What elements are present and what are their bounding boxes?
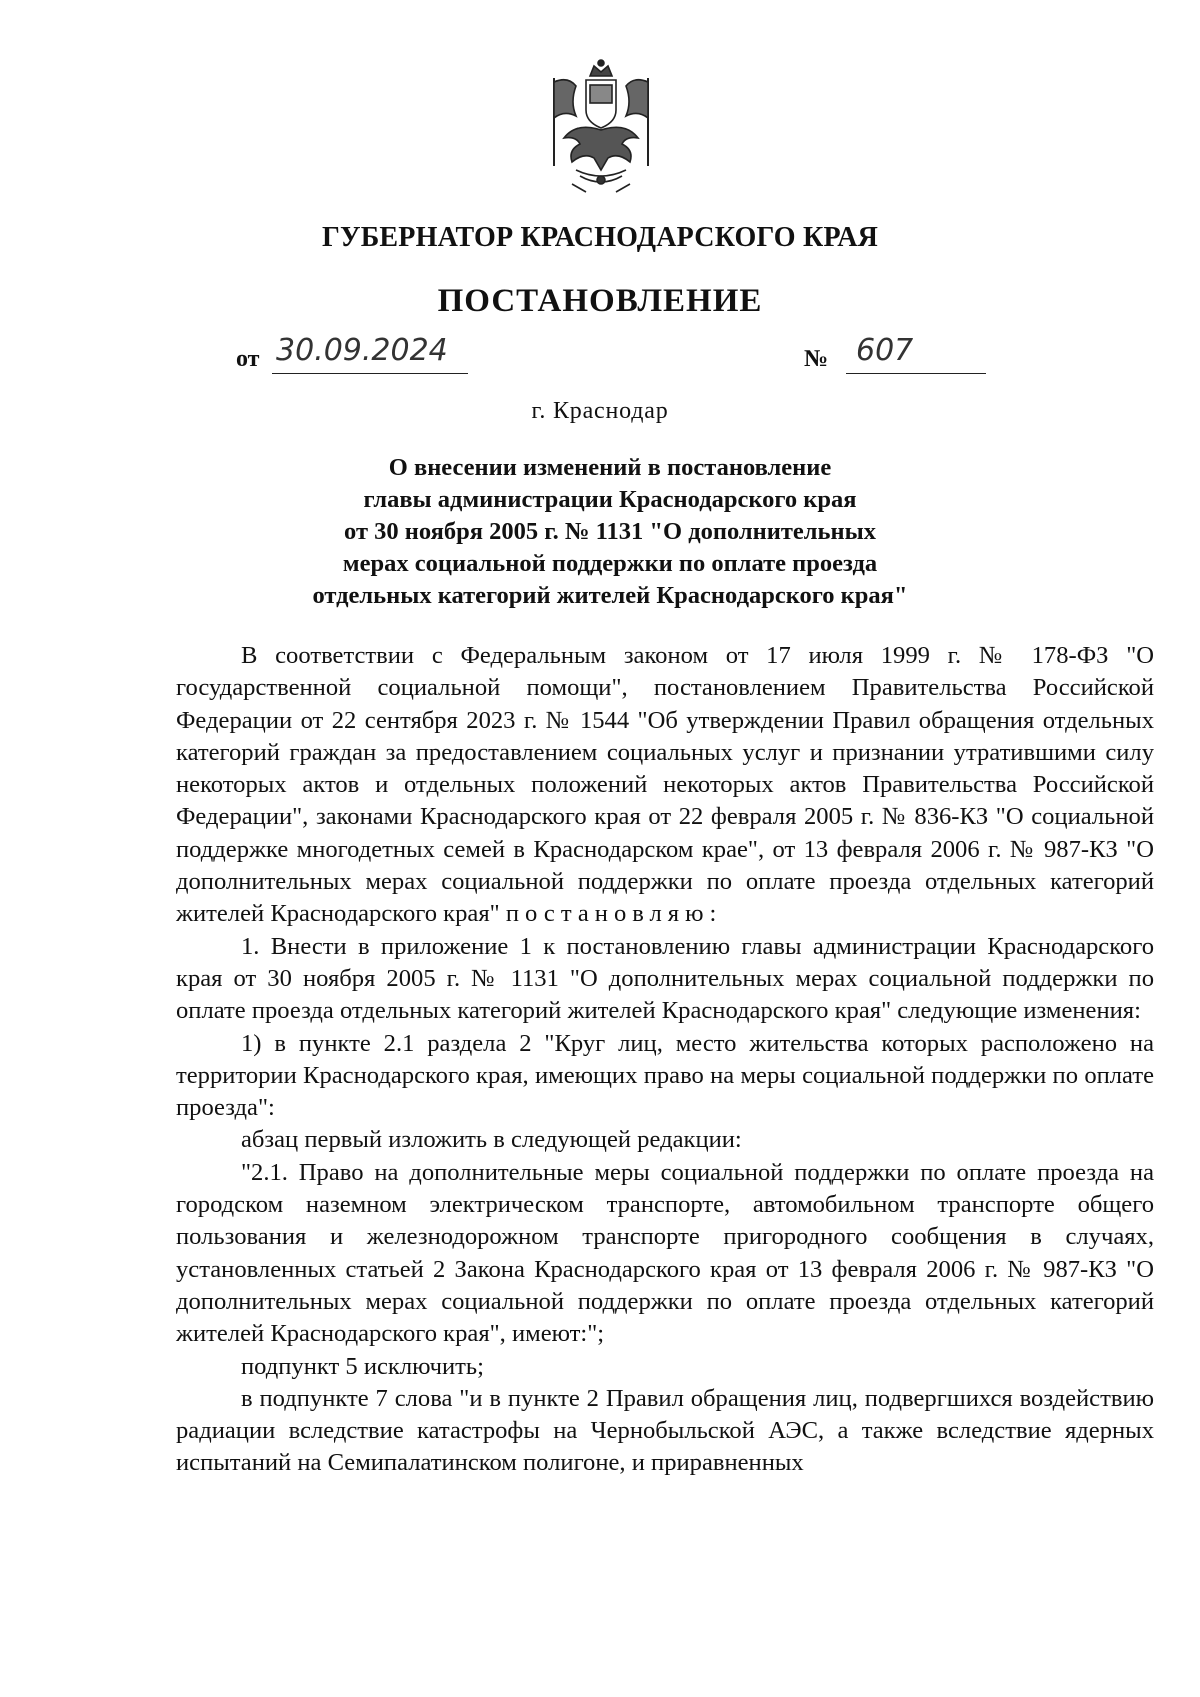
resolve-word: постановляю: (505, 900, 723, 928)
coat-of-arms-icon (546, 58, 656, 198)
document-date: 30.09.2024 (272, 333, 468, 374)
paragraph: 1) в пункте 2.1 раздела 2 "Круг лиц, место жительства которых расположено на территории Краснодарского края, имеющих право на меры социальной поддержки по оплате проезда": (176, 1029, 1154, 1122)
title-line: отдельных категорий жителей Краснодарского края" (312, 582, 908, 609)
issuing-authority: ГУБЕРНАТОР КРАСНОДАРСКОГО КРАЯ (321, 222, 879, 253)
title-line: главы администрации Краснодарского края (363, 486, 857, 513)
paragraph: в подпункте 7 слова "и в пункте 2 Правил обращения лиц, подвергшихся воздействию радиации вследствие катастрофы на Чернобыльской АЭС, а также вследствие ядерных испытаний на Семипалатинском полигоне, и приравненных (176, 1384, 1154, 1477)
title-line: О внесении изменений в постановление (388, 454, 832, 481)
preamble-text: В соответствии с Федеральным законом от 17 июля 1999 г. № 178-ФЗ "О государственной социальной помощи", постановлением Правительства Российской Федерации от 22 сентября 2023 г. № 1544 "Об утверждении Правил обращения отдельных категорий граждан за предоставлением социальных услуг и признании утратившими силу некоторых актов и отдельных положений некоторых актов Правительства Российской Федерации", законами Краснодарского края от 22 февраля 2005 г. № 836-КЗ "О социальной поддержке многодетных семей в Краснодарском крае", от 13 февраля 2006 г. № 987-КЗ "О дополнительных мерах социальной поддержки по оплате проезда отдельных категорий жителей Краснодарского края" (176, 642, 1154, 928)
city: г. Краснодар (531, 398, 669, 424)
title-line: от 30 ноября 2005 г. № 1131 "О дополнительных (344, 518, 876, 545)
document-body (176, 640, 1154, 1480)
document-type: ПОСТАНОВЛЕНИЕ (437, 283, 763, 319)
number-label: № (804, 346, 829, 372)
preamble-paragraph (176, 640, 1154, 931)
document-number: 607 (846, 333, 986, 374)
paragraph: абзац первый изложить в следующей редакции: (241, 1126, 742, 1154)
date-label: от (236, 346, 260, 372)
paragraph: подпункт 5 исключить; (241, 1352, 484, 1380)
paragraph: "2.1. Право на дополнительные меры социальной поддержки по оплате проезда на городском наземном электрическом транспорте, автомобильном транспорте общего пользования и железнодорожном транспорте пригородного сообщения в случаях, установленных статьей 2 Закона Краснодарского края от 13 февраля 2006 г. № 987-КЗ "О дополнительных мерах социальной поддержки по оплате проезда отдельных категорий жителей Краснодарского края", имеют:"; (176, 1158, 1154, 1348)
paragraph: 1. Внести в приложение 1 к постановлению главы администрации Краснодарского края от 30 ноября 2005 г. № 1131 "О дополнительных мерах социальной поддержки по оплате проезда отдельных категорий жителей Краснодарского края" следующие изменения: (176, 932, 1154, 1025)
document-title (220, 452, 1000, 612)
title-line: мерах социальной поддержки по оплате проезда (342, 550, 878, 577)
